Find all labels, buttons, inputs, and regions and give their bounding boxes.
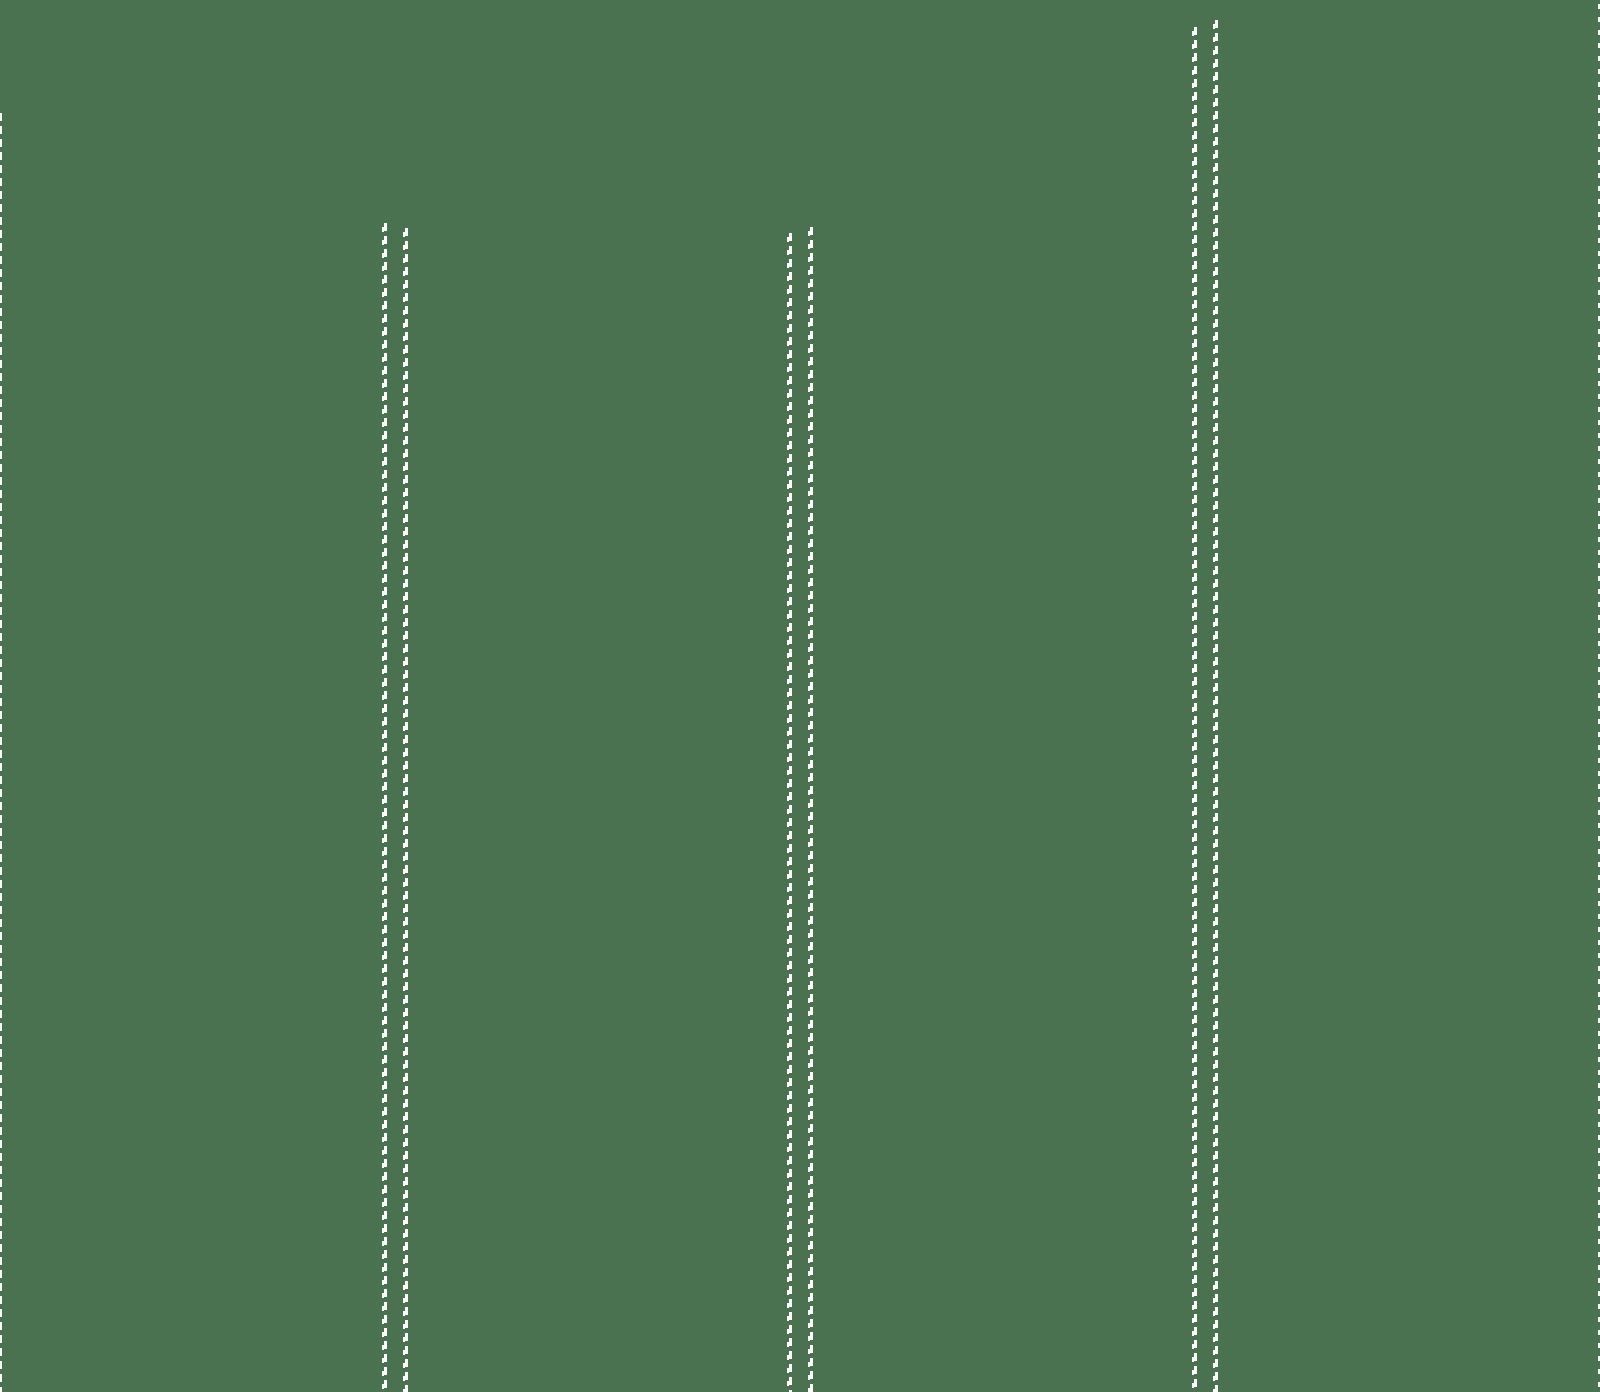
- lane-line-left-edge: [0, 113, 2, 1392]
- lane-line-group1-right: [403, 228, 408, 1392]
- lane-line-group2-right: [808, 227, 813, 1392]
- lane-line-group1-left: [382, 223, 387, 1392]
- lane-line-group3-right: [1213, 20, 1218, 1392]
- lane-line-group2-left: [787, 233, 792, 1392]
- lane-line-group3-left: [1192, 27, 1197, 1392]
